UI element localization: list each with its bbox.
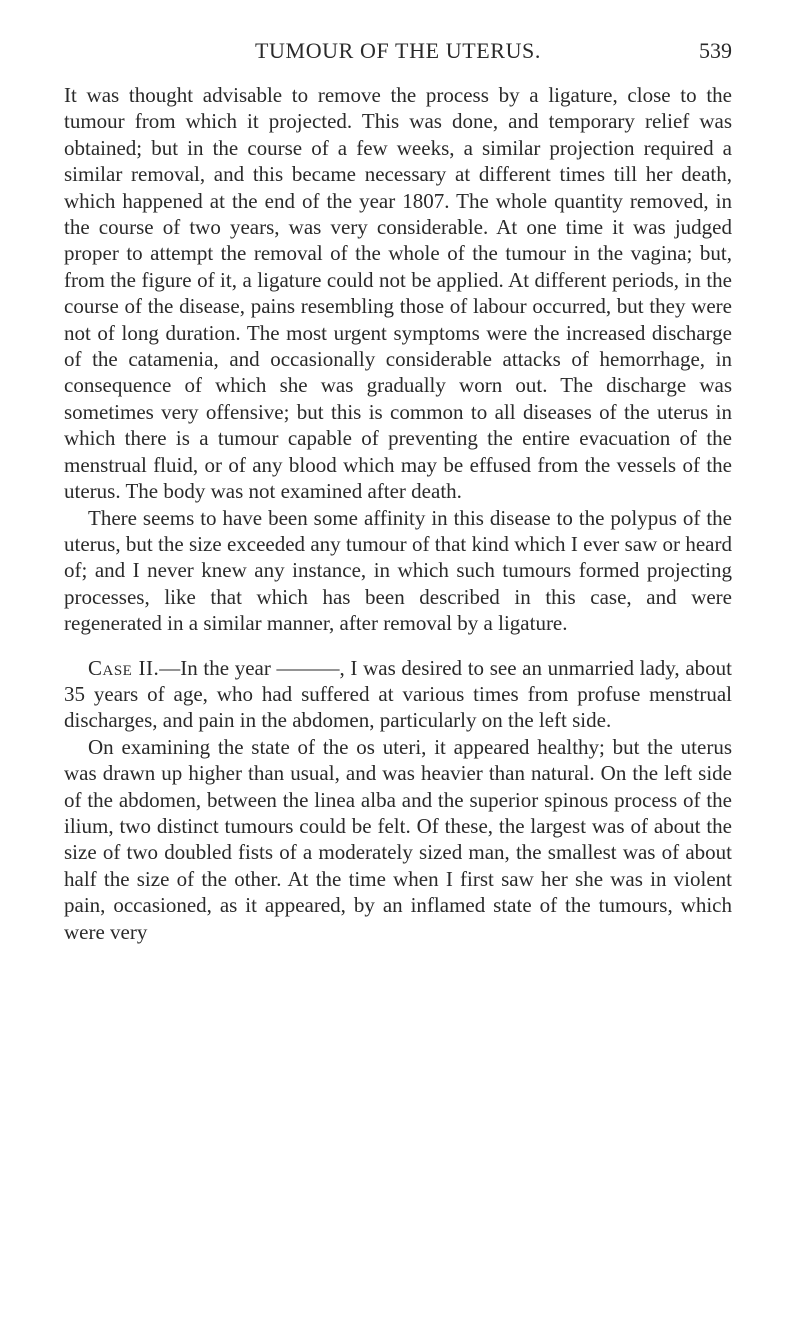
page-number: 539	[699, 38, 732, 63]
case-ii-paragraph	[64, 655, 732, 734]
paragraph-2: There seems to have been some affinity in this disease to the polypus of the uterus, but the size exceeded any tumour of that kind which I ever saw or heard of; and I never knew any instance, in which such tumours formed projecting processes, like that which has been described in this case, and were regenerated in a similar manner, after removal by a ligature.	[64, 505, 732, 636]
paragraph-3: On examining the state of the os uteri, it appeared healthy; but the uterus was drawn up higher than usual, and was heavier than natural. On the left side of the abdomen, between the linea alba and the superior spinous process of the ilium, two distinct tumours could be felt. Of these, the largest was of about the size of two doubled fists of a moderately sized man, the smallest was of about half the size of the other. At the time when I first saw her she was in violent pain, occasioned, as it appeared, by an inflamed state of the tumours, which were very	[64, 734, 732, 944]
case-label: Case II.	[88, 655, 160, 680]
page-title: TUMOUR OF THE UTERUS.	[255, 38, 541, 63]
case-text: —In the year ———, I was desired to see an unmarried lady, about 35 years of age, who had suffered at various times from profuse menstrual discharges, and pain in the abdomen, particularly on the left side.	[64, 655, 732, 733]
page-body	[64, 82, 732, 945]
paragraph-1: It was thought advisable to remove the process by a ligature, close to the tumour from which it projected. This was done, and temporary relief was obtained; but in the course of a few weeks, a similar projection required a similar removal, and this became necessary at different times till her death, which happened at the end of the year 1807. The whole quantity removed, in the course of two years, was very considerable. At one time it was judged proper to attempt the removal of the whole of the tumour in the vagina; but, from the figure of it, a ligature could not be applied. At different periods, in the course of the disease, pains resembling those of labour occurred, but they were not of long duration. The most urgent symptoms were the increased discharge of the catamenia, and occasionally considerable attacks of hemorrhage, in consequence of which she was gradually worn out. The discharge was sometimes very offensive; but this is common to all diseases of the uterus in which there is a tumour capable of preventing the entire evacuation of the menstrual fluid, or of any blood which may be effused from the vessels of the uterus. The body was not examined after death.	[64, 83, 732, 504]
running-header	[64, 36, 732, 66]
